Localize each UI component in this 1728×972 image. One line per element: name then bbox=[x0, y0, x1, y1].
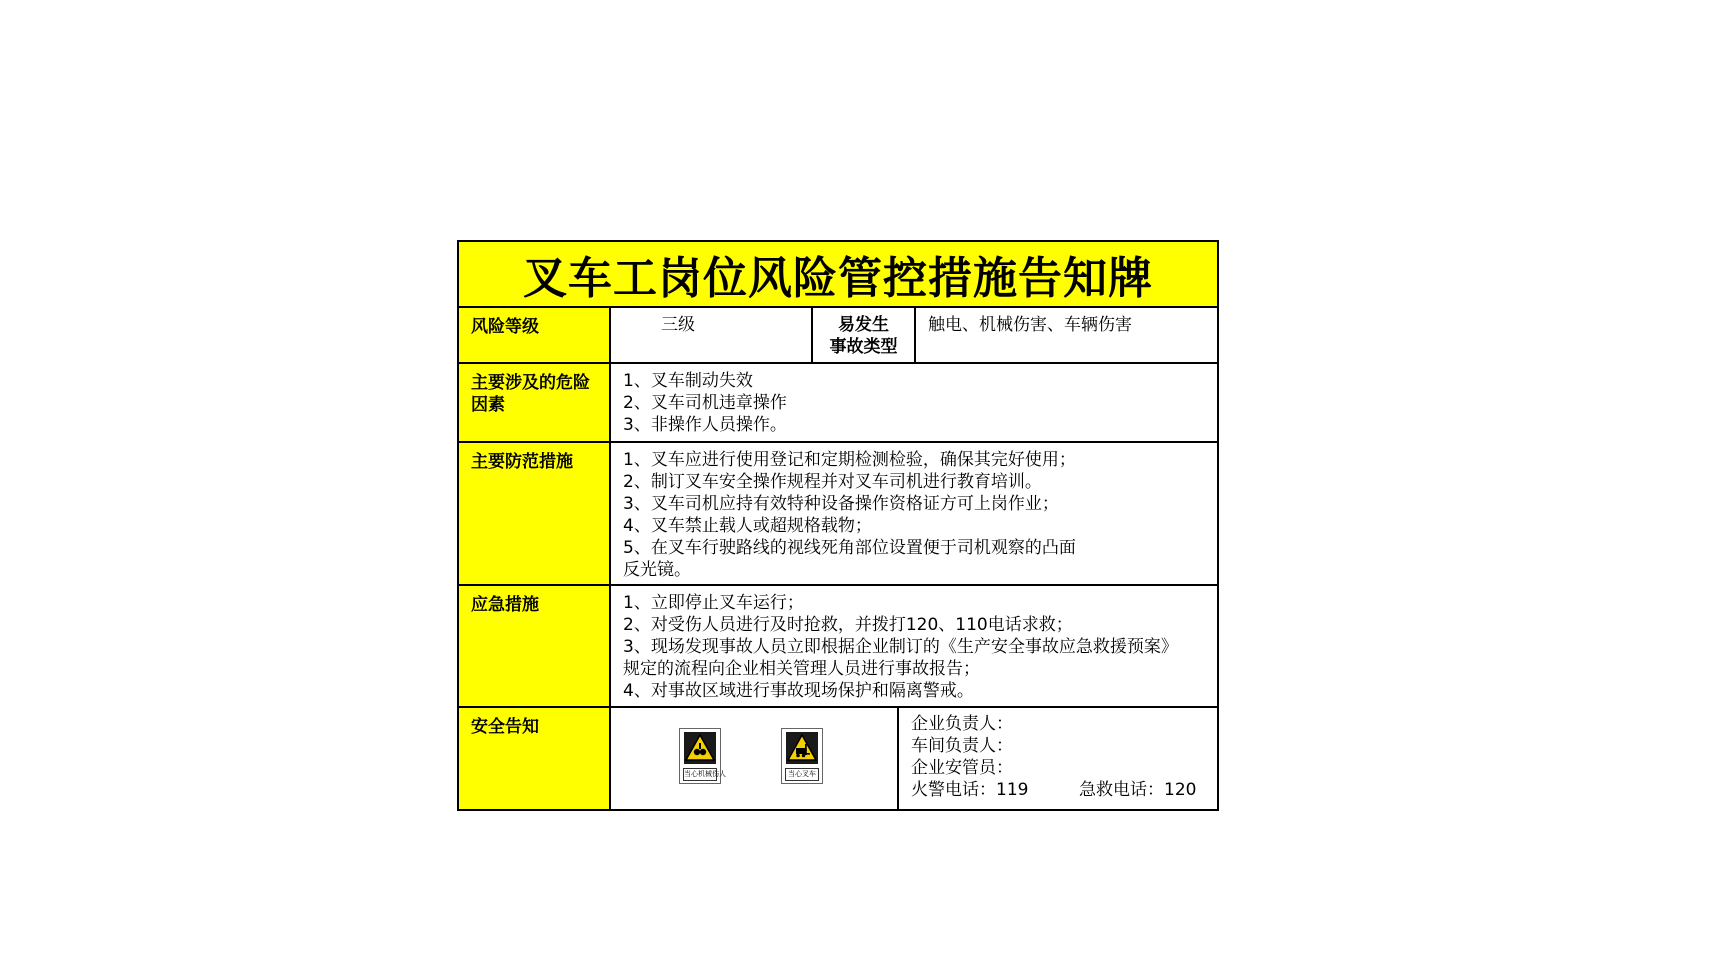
risk-row bbox=[459, 308, 1217, 364]
phone-numbers bbox=[911, 779, 1217, 801]
emergency-phone: 急救电话：120 bbox=[1079, 780, 1197, 800]
hazard-item: 3、非操作人员操作。 bbox=[623, 415, 787, 435]
hazards-label: 主要涉及的危险因素 bbox=[459, 364, 611, 441]
emergency-item: 4、对事故区域进行事故现场保护和隔离警戒。 bbox=[623, 681, 974, 701]
emergency-item: 2、对受伤人员进行及时抢救，并拨打120、110电话求救； bbox=[623, 615, 1073, 635]
emergency-content bbox=[611, 586, 1217, 706]
hazard-item: 2、叉车司机违章操作 bbox=[623, 393, 787, 413]
risk-level-value: 三级 bbox=[611, 308, 813, 362]
emergency-item: 3、现场发现事故人员立即根据企业制订的《生产安全事故应急救援预案》 bbox=[623, 637, 1178, 657]
risk-level-label: 风险等级 bbox=[459, 308, 611, 362]
emergency-label: 应急措施 bbox=[459, 586, 611, 706]
accident-type-label bbox=[813, 308, 916, 362]
emergency-row bbox=[459, 586, 1217, 708]
prevention-content bbox=[611, 443, 1217, 584]
board-title: 叉车工岗位风险管控措施告知牌 bbox=[459, 242, 1217, 308]
workshop-head: 车间负责人： bbox=[911, 736, 1013, 756]
safety-notice-label: 安全告知 bbox=[459, 708, 611, 809]
warning-signs bbox=[611, 708, 899, 809]
safety-officer: 企业安管员： bbox=[911, 758, 1013, 778]
enterprise-head: 企业负责人： bbox=[911, 714, 1013, 734]
accident-type-label-line2: 事故类型 bbox=[829, 337, 898, 357]
prevention-item: 反光镜。 bbox=[623, 560, 691, 580]
accident-type-value: 触电、机械伤害、车辆伤害 bbox=[928, 315, 1132, 335]
emergency-item: 1、立即停止叉车运行； bbox=[623, 593, 804, 613]
sign-caption: 当心叉车 bbox=[785, 768, 819, 781]
prevention-row bbox=[459, 443, 1217, 586]
warning-machine-injury-sign bbox=[679, 728, 726, 784]
prevention-item: 1、叉车应进行使用登记和定期检测检验，确保其完好使用； bbox=[623, 450, 1076, 470]
notice-board bbox=[457, 240, 1219, 811]
accident-type-label-line1: 易发生 bbox=[838, 315, 889, 335]
hazards-row bbox=[459, 364, 1217, 443]
prevention-item: 4、叉车禁止载人或超规格载物； bbox=[623, 516, 872, 536]
warning-machine-injury-icon bbox=[684, 732, 716, 764]
safety-notice-row bbox=[459, 708, 1217, 809]
fire-phone: 火警电话：119 bbox=[911, 780, 1029, 800]
prevention-item: 3、叉车司机应持有效特种设备操作资格证方可上岗作业； bbox=[623, 494, 1059, 514]
hazard-item: 1、叉车制动失效 bbox=[623, 371, 753, 391]
warning-forklift-icon bbox=[786, 732, 818, 764]
sign-caption: 当心机械伤人 bbox=[683, 768, 717, 781]
prevention-item: 2、制订叉车安全操作规程并对叉车司机进行教育培训。 bbox=[623, 472, 1042, 492]
prevention-item: 5、在叉车行驶路线的视线死角部位设置便于司机观察的凸面 bbox=[623, 538, 1076, 558]
prevention-label: 主要防范措施 bbox=[459, 443, 611, 584]
warning-forklift-sign bbox=[781, 728, 823, 784]
responsibility-contacts bbox=[899, 708, 1217, 809]
hazards-content bbox=[611, 364, 1217, 441]
emergency-item: 规定的流程向企业相关管理人员进行事故报告； bbox=[623, 659, 980, 679]
